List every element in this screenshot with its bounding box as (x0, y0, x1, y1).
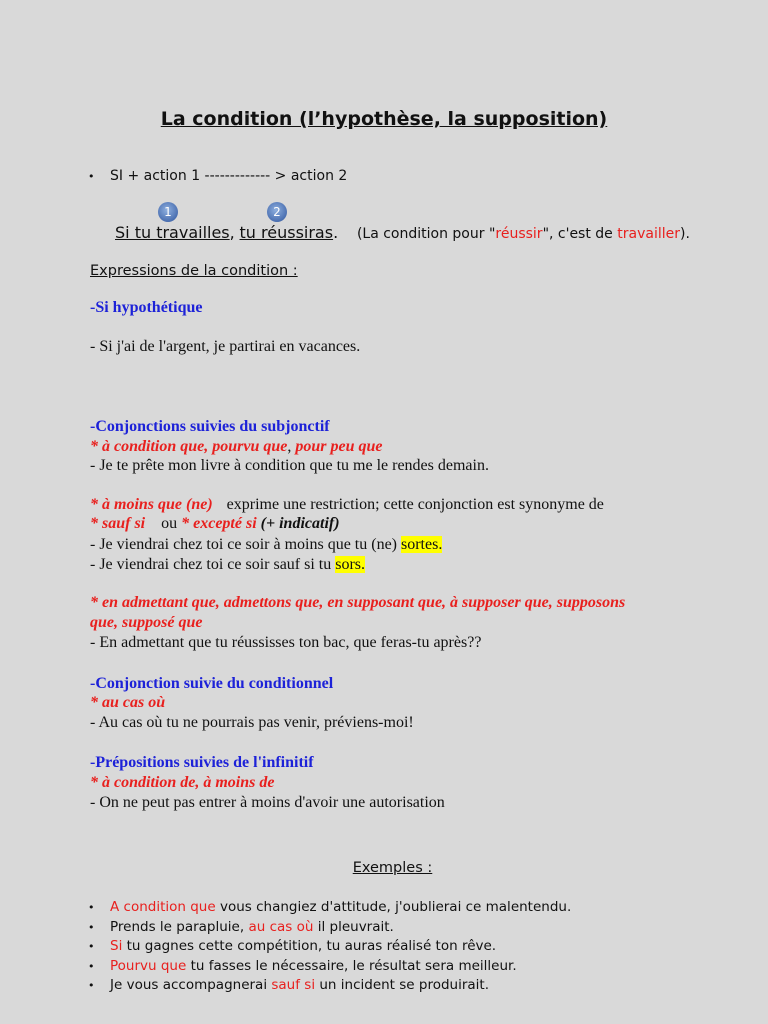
indicatif-note: (+ indicatif) (260, 515, 340, 532)
conditionnel-item: * au cas où (90, 694, 166, 711)
si-hypothetique-example: - Si j'ai de l'argent, je partirai en vacances. (90, 338, 361, 355)
example-red: au cas où (248, 918, 314, 935)
page-title: La condition (l’hypothèse, la supposition) (160, 108, 608, 130)
example-pre: Je vous accompagnerai (110, 977, 272, 993)
list-item (88, 937, 571, 957)
note-text-c: ). (679, 226, 690, 242)
note-text-b: ", c'est de (542, 226, 618, 242)
admettant-line-2: que, supposé que (90, 614, 203, 631)
prepositions-heading: -Prépositions suivies de l'infinitif (90, 754, 314, 771)
example-pre: Prends le parapluie, (110, 918, 249, 935)
prepositions-example: - On ne peut pas entrer à moins d'avoir une autorisation (90, 794, 445, 811)
example-post: tu fasses le nécessaire, le résultat sera meilleur. (186, 957, 517, 974)
conditionnel-example: - Au cas où tu ne pourrais pas venir, préviens-moi! (90, 714, 414, 731)
expressions-heading: Expressions de la condition : (90, 263, 298, 279)
example-red: Pourvu que (110, 957, 187, 974)
examples-heading: Exemples : (352, 860, 433, 876)
example-post: un incident se produirait. (315, 977, 490, 993)
admettant-example: - En admettant que tu réussisses ton bac, que feras-tu après?? (90, 634, 482, 651)
bullet-icon: • (88, 901, 95, 914)
conj-pour-peu-que: pour peu que (295, 438, 383, 455)
conj-separator: , (287, 438, 296, 455)
main-example-note (357, 226, 690, 242)
conj-sauf-si: * sauf si (90, 515, 146, 532)
note-text-a: (La condition pour " (356, 226, 496, 242)
example-post: tu gagnes cette compétition, tu auras réalisé ton rêve. (122, 938, 497, 954)
conj-excepte-si: * excepté si (181, 515, 257, 532)
bullet-icon: • (88, 170, 95, 183)
conditionnel-heading: -Conjonction suivie du conditionnel (90, 675, 334, 692)
highlight-sors: sors. (335, 556, 366, 573)
moins-que-description: exprime une restriction; cette conjonction est synonyme de (226, 496, 604, 513)
bullet-icon: • (88, 979, 95, 992)
number-badge-1: 1 (158, 202, 178, 222)
conj-a-moins-que: * à moins que (ne) (90, 496, 213, 513)
note-word-travailler: travailler (617, 226, 680, 242)
number-badge-2: 2 (267, 202, 287, 222)
admettant-line-1: * en admettant que, admettons que, en supposant que, à supposer que, supposons (90, 594, 626, 611)
examples-list (88, 898, 571, 996)
list-item (88, 918, 571, 938)
example-red: Si (110, 938, 123, 954)
list-item (88, 976, 571, 996)
note-word-reussir: réussir (495, 226, 543, 242)
subjonctif-example-2 (90, 536, 442, 554)
example-red: A condition que (110, 899, 216, 915)
example-3-text: - Je viendrai chez toi ce soir sauf si tu (90, 556, 336, 573)
list-item (88, 957, 571, 977)
bullet-icon: • (88, 920, 95, 934)
bullet-icon: • (88, 959, 95, 973)
word-ou: ou (161, 515, 178, 532)
moins-que-line (90, 496, 604, 514)
subjonctif-example-3 (90, 556, 365, 574)
prepositions-item: * à condition de, à moins de (90, 774, 275, 791)
example-post: il pleuvrait. (313, 918, 394, 935)
sauf-si-line (90, 515, 340, 533)
highlight-sortes: sortes. (401, 536, 443, 553)
main-example-period: . (333, 223, 339, 242)
subjonctif-heading: -Conjonctions suivies du subjonctif (90, 418, 330, 435)
example-post: vous changiez d'attitude, j'oublierai ce malentendu. (215, 899, 572, 915)
bullet-icon: • (88, 940, 95, 953)
main-example (115, 223, 690, 242)
si-hypothetique-heading: -Si hypothétique (90, 299, 203, 316)
main-example-part1: Si tu travailles (115, 223, 230, 242)
subjonctif-conjunctions (90, 438, 382, 456)
formula-line: SI + action 1 ------------- > action 2 (110, 168, 348, 184)
main-example-part2: tu réussiras (239, 223, 334, 242)
subjonctif-example-1: - Je te prête mon livre à condition que tu me le rendes demain. (90, 457, 489, 474)
main-example-comma: , (229, 223, 235, 242)
example-red: sauf si (271, 977, 316, 993)
list-item (88, 898, 571, 918)
example-2-text: - Je viendrai chez toi ce soir à moins que tu (ne) (90, 536, 401, 553)
conj-a-condition-que: * à condition que, pourvu que (90, 438, 288, 455)
